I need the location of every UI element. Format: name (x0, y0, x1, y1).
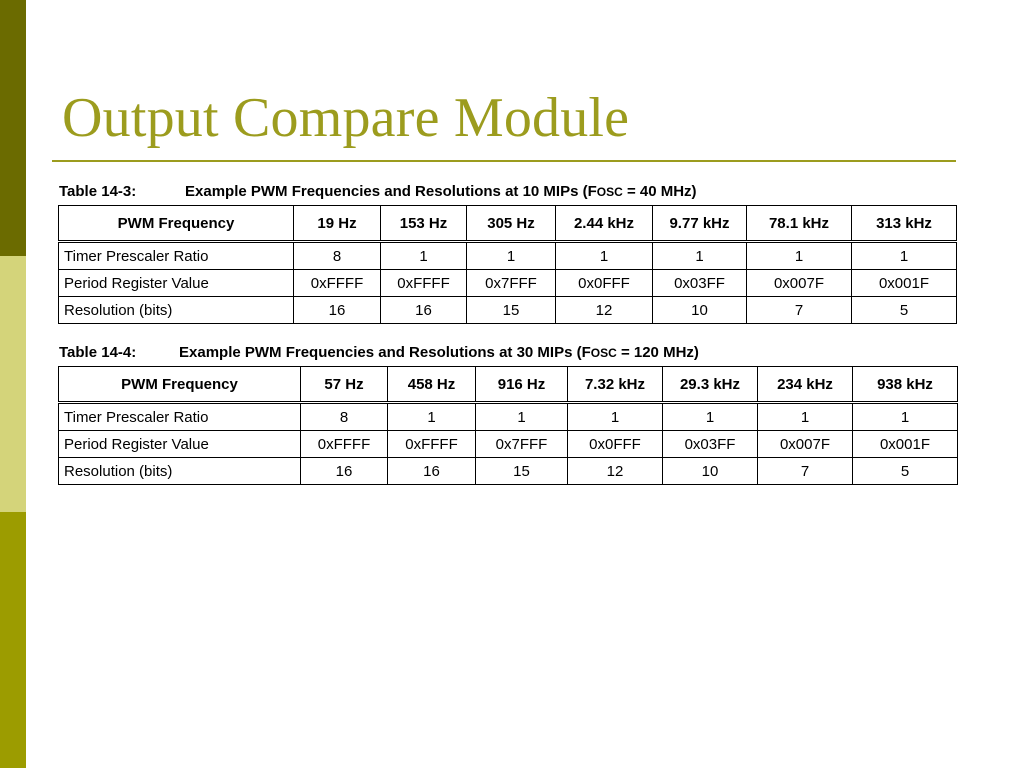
frequency-cell: 234 kHz (758, 367, 853, 403)
caption-subscript: OSC (590, 346, 617, 360)
table-description (185, 183, 697, 201)
table-cell: 16 (301, 458, 388, 485)
frequency-cell: 153 Hz (381, 206, 467, 242)
frequency-cell: 29.3 kHz (663, 367, 758, 403)
table-row (59, 297, 957, 324)
table-cell: 10 (653, 297, 747, 324)
table-cell: 0x007F (758, 431, 853, 458)
table-header-row (59, 367, 958, 403)
table-cell: 10 (663, 458, 758, 485)
table-cell: 1 (388, 403, 476, 431)
table-cell: 12 (568, 458, 663, 485)
header-cell: PWM Frequency (59, 367, 301, 403)
table-cell: 7 (758, 458, 853, 485)
table-row (59, 242, 957, 270)
table-cell: 12 (556, 297, 653, 324)
caption-text: Example PWM Frequencies and Resolutions at 10 MIPs (F (185, 183, 597, 200)
frequency-cell: 916 Hz (476, 367, 568, 403)
table-header-row (59, 206, 957, 242)
table-cell: 0x001F (853, 431, 958, 458)
table-cell: 0xFFFF (388, 431, 476, 458)
pwm-table-10-mips (58, 205, 957, 324)
table-cell: 1 (381, 242, 467, 270)
table-cell: 0xFFFF (381, 270, 467, 297)
side-bar-mid-segment (0, 512, 26, 768)
table-caption-14-4 (59, 344, 699, 362)
table-cell: 1 (568, 403, 663, 431)
frequency-cell: 938 kHz (853, 367, 958, 403)
frequency-cell: 313 kHz (852, 206, 957, 242)
row-label: Period Register Value (59, 270, 294, 297)
title-underline (52, 160, 956, 162)
table-cell: 1 (747, 242, 852, 270)
row-label: Resolution (bits) (59, 458, 301, 485)
table-cell: 0x001F (852, 270, 957, 297)
frequency-cell: 305 Hz (467, 206, 556, 242)
table-cell: 16 (388, 458, 476, 485)
table-cell: 1 (853, 403, 958, 431)
caption-end: = 40 MHz) (622, 183, 697, 200)
table-row (59, 270, 957, 297)
frequency-cell: 78.1 kHz (747, 206, 852, 242)
frequency-cell: 57 Hz (301, 367, 388, 403)
table-cell: 1 (653, 242, 747, 270)
table-cell: 5 (852, 297, 957, 324)
table-cell: 1 (556, 242, 653, 270)
frequency-cell: 9.77 kHz (653, 206, 747, 242)
frequency-cell: 458 Hz (388, 367, 476, 403)
table-row (59, 458, 958, 485)
table-cell: 0x03FF (663, 431, 758, 458)
table-cell: 0x007F (747, 270, 852, 297)
row-label: Timer Prescaler Ratio (59, 242, 294, 270)
table-cell: 1 (467, 242, 556, 270)
table-cell: 0x03FF (653, 270, 747, 297)
row-label: Resolution (bits) (59, 297, 294, 324)
table-cell: 0xFFFF (294, 270, 381, 297)
frequency-cell: 19 Hz (294, 206, 381, 242)
table-cell: 1 (663, 403, 758, 431)
side-accent-bar (0, 0, 26, 768)
table-cell: 0x7FFF (467, 270, 556, 297)
pwm-table-30-mips (58, 366, 958, 485)
table-cell: 0x0FFF (568, 431, 663, 458)
table-number: Table 14-3: (59, 183, 137, 200)
frequency-cell: 2.44 kHz (556, 206, 653, 242)
row-label: Timer Prescaler Ratio (59, 403, 301, 431)
table-cell: 1 (852, 242, 957, 270)
table-cell: 16 (381, 297, 467, 324)
caption-end: = 120 MHz) (616, 344, 699, 361)
table-cell: 15 (476, 458, 568, 485)
table-cell: 1 (758, 403, 853, 431)
frequency-cell: 7.32 kHz (568, 367, 663, 403)
table-description (179, 344, 699, 362)
slide-title: Output Compare Module (62, 87, 630, 149)
side-bar-light-segment (0, 256, 26, 512)
table-cell: 0x0FFF (556, 270, 653, 297)
table-cell: 0x7FFF (476, 431, 568, 458)
table-row (59, 403, 958, 431)
table-cell: 8 (294, 242, 381, 270)
table-cell: 16 (294, 297, 381, 324)
caption-subscript: OSC (596, 185, 623, 199)
table-cell: 8 (301, 403, 388, 431)
side-bar-dark-segment (0, 0, 26, 256)
table-cell: 0xFFFF (301, 431, 388, 458)
table-row (59, 431, 958, 458)
caption-text: Example PWM Frequencies and Resolutions at 30 MIPs (F (179, 344, 591, 361)
table-cell: 1 (476, 403, 568, 431)
table-number: Table 14-4: (59, 344, 137, 361)
row-label: Period Register Value (59, 431, 301, 458)
table-cell: 15 (467, 297, 556, 324)
header-cell: PWM Frequency (59, 206, 294, 242)
table-cell: 7 (747, 297, 852, 324)
table-cell: 5 (853, 458, 958, 485)
table-caption-14-3 (59, 183, 697, 201)
